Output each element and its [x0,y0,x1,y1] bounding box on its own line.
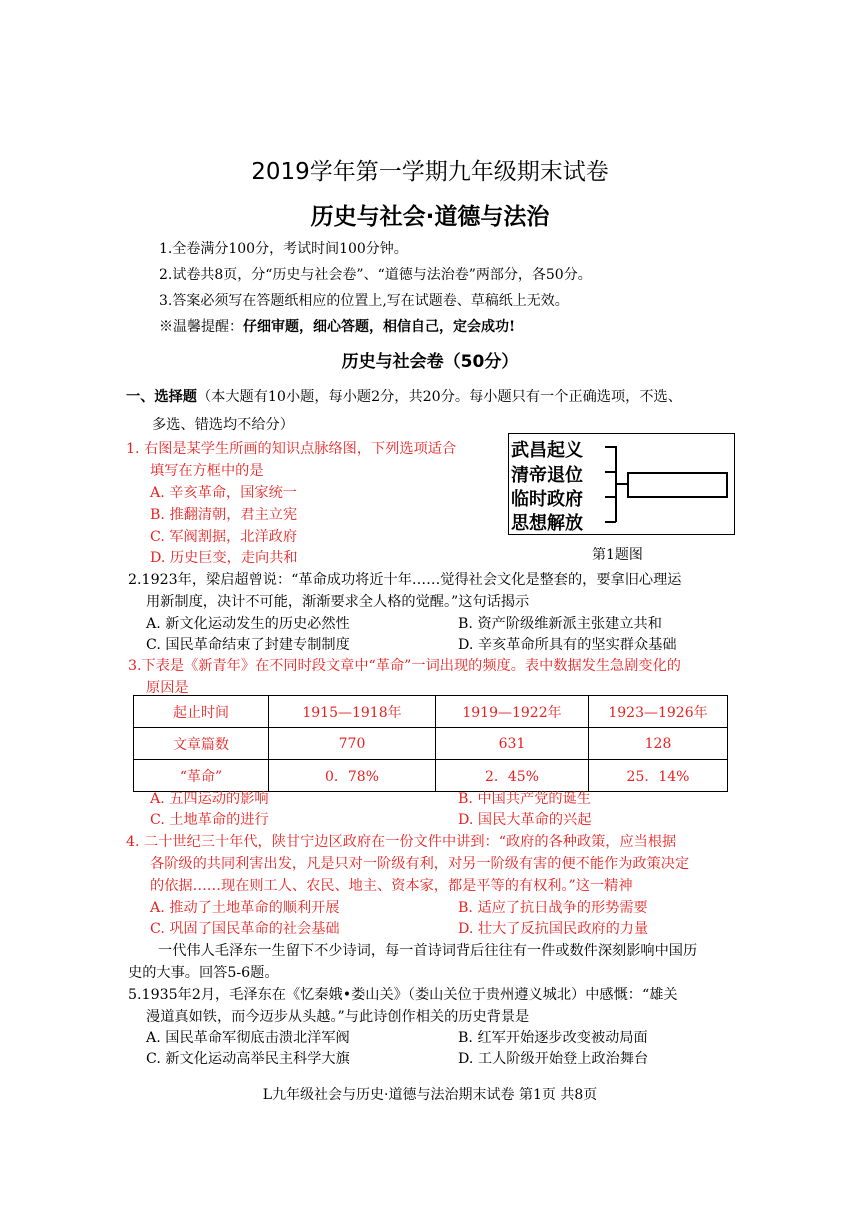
figure-item-3: 临时政府 [511,489,583,510]
part1-heading [126,386,682,406]
table-header-row [134,696,728,728]
q2-option-b: B. 资产阶级维新派主张建立共和 [458,616,662,632]
figure-item-1: 武昌起义 [511,440,583,461]
figure-item-4: 思想解放 [511,513,583,534]
section-title: 历史与社会卷（50分） [341,352,519,372]
q3-option-c: C. 土地革命的进行 [150,812,269,828]
q3-stem-line2: 原因是 [146,680,189,696]
q4-stem-line3: 的依据……现在则工人、农民、地主、资本家，都是平等的有权利。”这一精神 [150,878,633,894]
q4-option-a: A. 推动了土地革命的顺利开展 [150,900,340,916]
q1-option-d: D. 历史巨变，走向共和 [150,550,298,566]
q5-option-c: C. 新文化运动高举民主科学大旗 [146,1051,350,1067]
q2-option-d: D. 辛亥革命所具有的坚实群众基础 [458,637,677,653]
exam-title: 2019学年第一学期九年级期末试卷 [251,159,609,185]
reminder-prefix: ※温馨提醒： [159,319,243,335]
q3-option-a: A. 五四运动的影响 [150,791,269,807]
q1-stem-line1: 1. 右图是某学生所画的知识点脉络图，下列选项适合 [126,441,457,457]
table-header-cell: 1923—1926年 [589,696,728,728]
table-cell: 631 [436,728,589,760]
table-header-cell: 1919—1922年 [436,696,589,728]
figure-caption: 第1题图 [592,547,643,563]
q5-option-b: B. 红军开始逐步改变被动局面 [458,1030,648,1046]
table-cell: 25．14% [589,760,728,792]
q2-stem-line1: 2.1923年，梁启超曾说：“革命成功将近十年……觉得社会文化是整套的，要拿旧心理运 [128,572,682,588]
q3-option-b: B. 中国共产党的诞生 [458,791,591,807]
q5-stem-line2: 漫道真如铁，而今迈步从头越。”与此诗创作相关的历史背景是 [146,1009,530,1025]
exam-subtitle: 历史与社会·道德与法治 [310,204,550,230]
table-row [134,760,728,792]
table-header-cell: 1915—1918年 [269,696,436,728]
page-footer: L九年级社会与历史·道德与法治期末试卷 第1页 共8页 [262,1087,598,1103]
q4-option-c: C. 巩固了国民革命的社会基础 [150,921,340,937]
q4-option-b: B. 适应了抗日战争的形势需要 [458,900,648,916]
table-row [134,728,728,760]
table-header-cell: 起止时间 [134,696,269,728]
q1-stem-line2: 填写在方框中的是 [150,463,264,479]
reminder [159,316,515,336]
q4-stem-line2: 各阶级的共同利害出发，凡是只对一阶级有利，对另一阶级有害的便不能作为政策决定 [150,856,690,872]
q3-option-d: D. 国民大革命的兴起 [458,812,592,828]
q4-stem-line1: 4. 二十世纪三十年代，陕甘宁边区政府在一份文件中讲到：“政府的各种政策，应当根据 [126,834,677,850]
part1-desc-line2: 多选、错选均不给分） [152,417,294,433]
table-cell: 文章篇数 [134,728,269,760]
q1-option-c: C. 军阀割据，北洋政府 [150,529,298,545]
note-3: 3.答案必须写在答题纸相应的位置上,写在试题卷、草稿纸上无效。 [159,293,569,309]
q1-option-b: B. 推翻清朝，君主立宪 [150,507,298,523]
intro56-line1: 一代伟人毛泽东一生留下不少诗词，每一首诗词背后往往有一件或数件深刻影响中国历 [158,943,698,959]
q4-option-d: D. 壮大了反抗国民政府的力量 [458,921,649,937]
figure-answer-box [627,472,728,498]
q5-stem-line1: 5.1935年2月，毛泽东在《忆秦娥•娄山关》（娄山关位于贵州遵义城北）中感慨：“雄关 [128,987,678,1003]
q3-table [133,695,728,792]
q5-option-a: A. 国民革命军彻底击溃北洋军阀 [146,1030,350,1046]
q1-option-a: A. 辛亥革命，国家统一 [150,485,297,501]
q2-option-c: C. 国民革命结束了封建专制制度 [146,637,350,653]
table-cell: 770 [269,728,436,760]
table-cell: “革命” [134,760,269,792]
q2-stem-line2: 用新制度，决计不可能，渐渐要求全人格的觉醒。”这句话揭示 [146,594,530,610]
q3-stem-line1: 3.下表是《新青年》在不同时段文章中“革命”一词出现的频度。表中数据发生急剧变化的 [128,658,681,674]
figure-item-2: 清帝退位 [511,465,583,486]
figure-arrow-line [615,483,627,485]
reminder-text: 仔细审题，细心答题，相信自己，定会成功! [243,319,516,335]
intro56-line2: 史的大事。回答5-6题。 [128,965,279,981]
note-2: 2.试卷共8页，分“历史与社会卷”、“道德与法治卷”两部分，各50分。 [159,267,592,283]
part1-desc-line1: （本大题有10小题，每小题2分，共20分。每小题只有一个正确选项，不选、 [196,389,682,405]
q5-option-d: D. 工人阶级开始登上政治舞台 [458,1051,649,1067]
note-1: 1.全卷满分100分，考试时间100分钟。 [159,241,408,257]
table-cell: 2．45% [436,760,589,792]
part1-label: 一、选择题 [126,389,197,405]
q2-option-a: A. 新文化运动发生的历史必然性 [146,616,350,632]
table-cell: 128 [589,728,728,760]
table-cell: 0．78% [269,760,436,792]
